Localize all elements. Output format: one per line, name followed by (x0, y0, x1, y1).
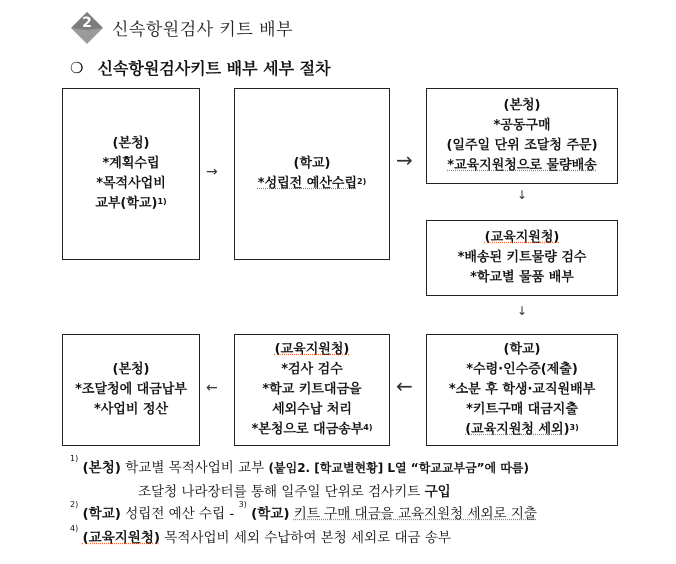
arrow-right-icon: → (206, 164, 218, 180)
footnote-org: (학교) (82, 506, 121, 522)
box-line: (본청) (112, 362, 150, 377)
footnote-org: (학교) (251, 506, 290, 522)
box-line (465, 420, 579, 440)
box-line: *소분 후 학생·교직원배부 (448, 382, 596, 397)
box-line-text: *성립전 예산수립 (257, 176, 357, 191)
box-line: *검사 검수 (281, 362, 343, 377)
box-line: 세외수납 처리 (272, 402, 352, 417)
footnote-mark: 3) (569, 423, 579, 432)
box-line: *계획수립 (102, 156, 160, 171)
section-title: 신속항원검사 키트 배부 (112, 19, 294, 40)
footnote-text: 키트 구매 대금을 교육지원청 세외로 지출 (293, 506, 537, 522)
box-line: *공동구매 (493, 118, 551, 133)
step-box-receipt (234, 334, 390, 446)
box-line (275, 340, 350, 360)
box-line-text: 교부(학교) (95, 196, 158, 211)
footnote-text: 목적사업비 세외 수납하여 본청 세외로 대금 송부 (164, 530, 451, 546)
box-line: (본청) (503, 98, 541, 113)
box-line (485, 228, 560, 248)
footnote-org: (본청) (82, 460, 121, 476)
arrow-left-icon: ← (396, 374, 413, 398)
circle-bullet-icon: ❍ (70, 58, 84, 77)
box-line-text: *교육지원청으로 물량배송 (447, 158, 597, 173)
footnote-mark: 1) (157, 197, 167, 206)
footnote-mark: 2) (70, 500, 79, 509)
step-box-school-budget (234, 88, 390, 260)
box-line: *사업비 정산 (93, 402, 169, 417)
footnote-mark: 3) (238, 500, 247, 509)
arrow-down-icon: ↓ (517, 304, 528, 318)
subheading-text: 신속항원검사키트 배부 세부 절차 (97, 59, 331, 78)
box-line (447, 156, 596, 176)
step-box-inspection (426, 220, 618, 296)
box-line: (본청) (112, 136, 150, 151)
subheading (70, 56, 331, 79)
footnote-1 (70, 456, 529, 476)
section-header (70, 10, 293, 44)
footnote-mark: 2) (357, 177, 367, 186)
footnote-1-continued (138, 480, 451, 500)
box-line-text: (교육지원청) (484, 230, 560, 245)
box-line: *키트구매 대금지출 (466, 402, 578, 417)
footnote-emphasis: 구입 (424, 484, 451, 500)
box-line: *조달청에 대금납부 (75, 382, 187, 397)
box-line: *수령·인수증(제출) (466, 362, 578, 377)
footnote-4 (70, 526, 451, 546)
arrow-down-icon: ↓ (517, 188, 528, 202)
step-box-joint-purchase (426, 88, 618, 184)
step-box-settlement (62, 334, 200, 446)
footnote-text: 성립전 예산 수립 - (125, 506, 239, 522)
step-box-school-distribution (426, 334, 618, 446)
box-line: *학교 키트대금을 (262, 382, 362, 397)
box-line: *학교별 물품 배부 (470, 270, 574, 285)
box-line (251, 420, 372, 440)
footnote-text: 조달청 나라장터를 통해 일주일 단위로 검사키트 (138, 484, 421, 500)
section-number: 2 (82, 15, 92, 31)
box-line (95, 194, 166, 214)
section-number-badge (70, 10, 104, 44)
footnote-mark: 4) (70, 524, 79, 533)
box-line-text: (교육지원청 세외) (465, 422, 570, 437)
arrow-right-icon: → (396, 148, 413, 172)
footnote-mark: 4) (363, 423, 373, 432)
box-line: (학교) (293, 156, 331, 171)
box-line-text: *본청으로 대금송부 (251, 422, 364, 437)
arrow-left-icon: ← (206, 380, 218, 396)
box-line: *목적사업비 (96, 176, 166, 191)
box-line (258, 174, 366, 194)
footnote-reference: (붙임2. [학교별현황] L열 “학교교부금”에 따름) (268, 461, 529, 475)
step-box-plan (62, 88, 200, 260)
footnote-2-3 (70, 502, 537, 522)
box-line-text: (교육지원청) (274, 342, 350, 357)
footnote-org: (교육지원청) (82, 530, 161, 546)
footnote-text: 학교별 목적사업비 교부 (125, 460, 265, 476)
box-line: *배송된 키트물량 검수 (457, 250, 587, 265)
footnote-mark: 1) (70, 454, 79, 463)
box-line: (학교) (503, 342, 541, 357)
box-line: (일주일 단위 조달청 주문) (446, 138, 598, 153)
